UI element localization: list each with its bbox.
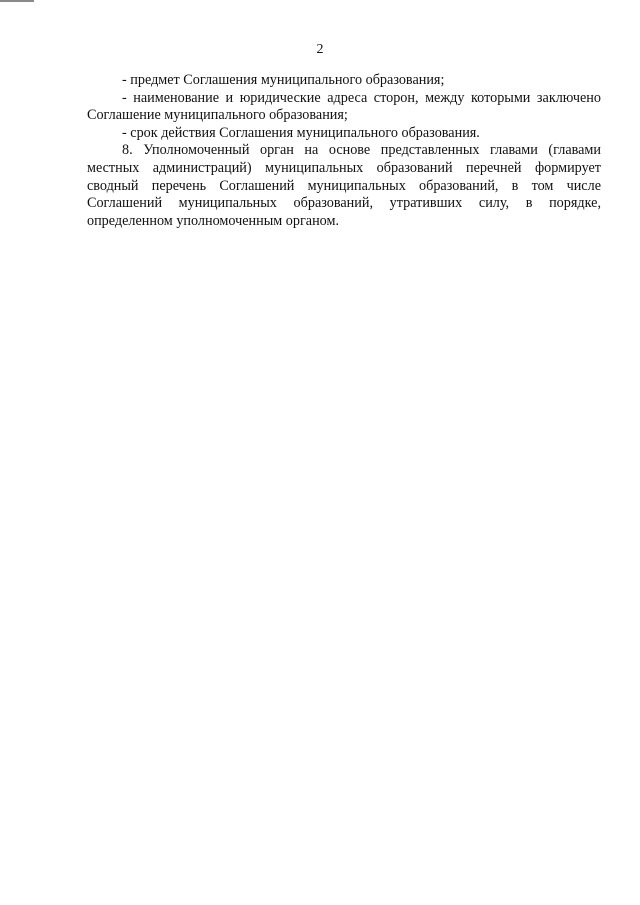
list-item-term: - срок действия Соглашения муниципального образования. <box>122 124 480 141</box>
clause-8-paragraph: 8. Уполномоченный орган на основе представленных главами (главами местных администраций) муниципальных образований перечней формирует сводный перечень Соглашений муниципальных образований, в том числе Соглашений муниципальных образований, утративших силу, в порядке, определенном уполномоченным органом. <box>87 142 601 229</box>
page-number: 2 <box>316 42 324 57</box>
list-item-subject: - предмет Соглашения муниципального образования; <box>122 72 445 88</box>
list-item-parties: - наименование и юридические адреса сторон, между которыми заключено Соглашение муниципального образования; <box>87 89 601 124</box>
scan-corner-mark <box>0 0 34 2</box>
document-body <box>87 72 601 230</box>
